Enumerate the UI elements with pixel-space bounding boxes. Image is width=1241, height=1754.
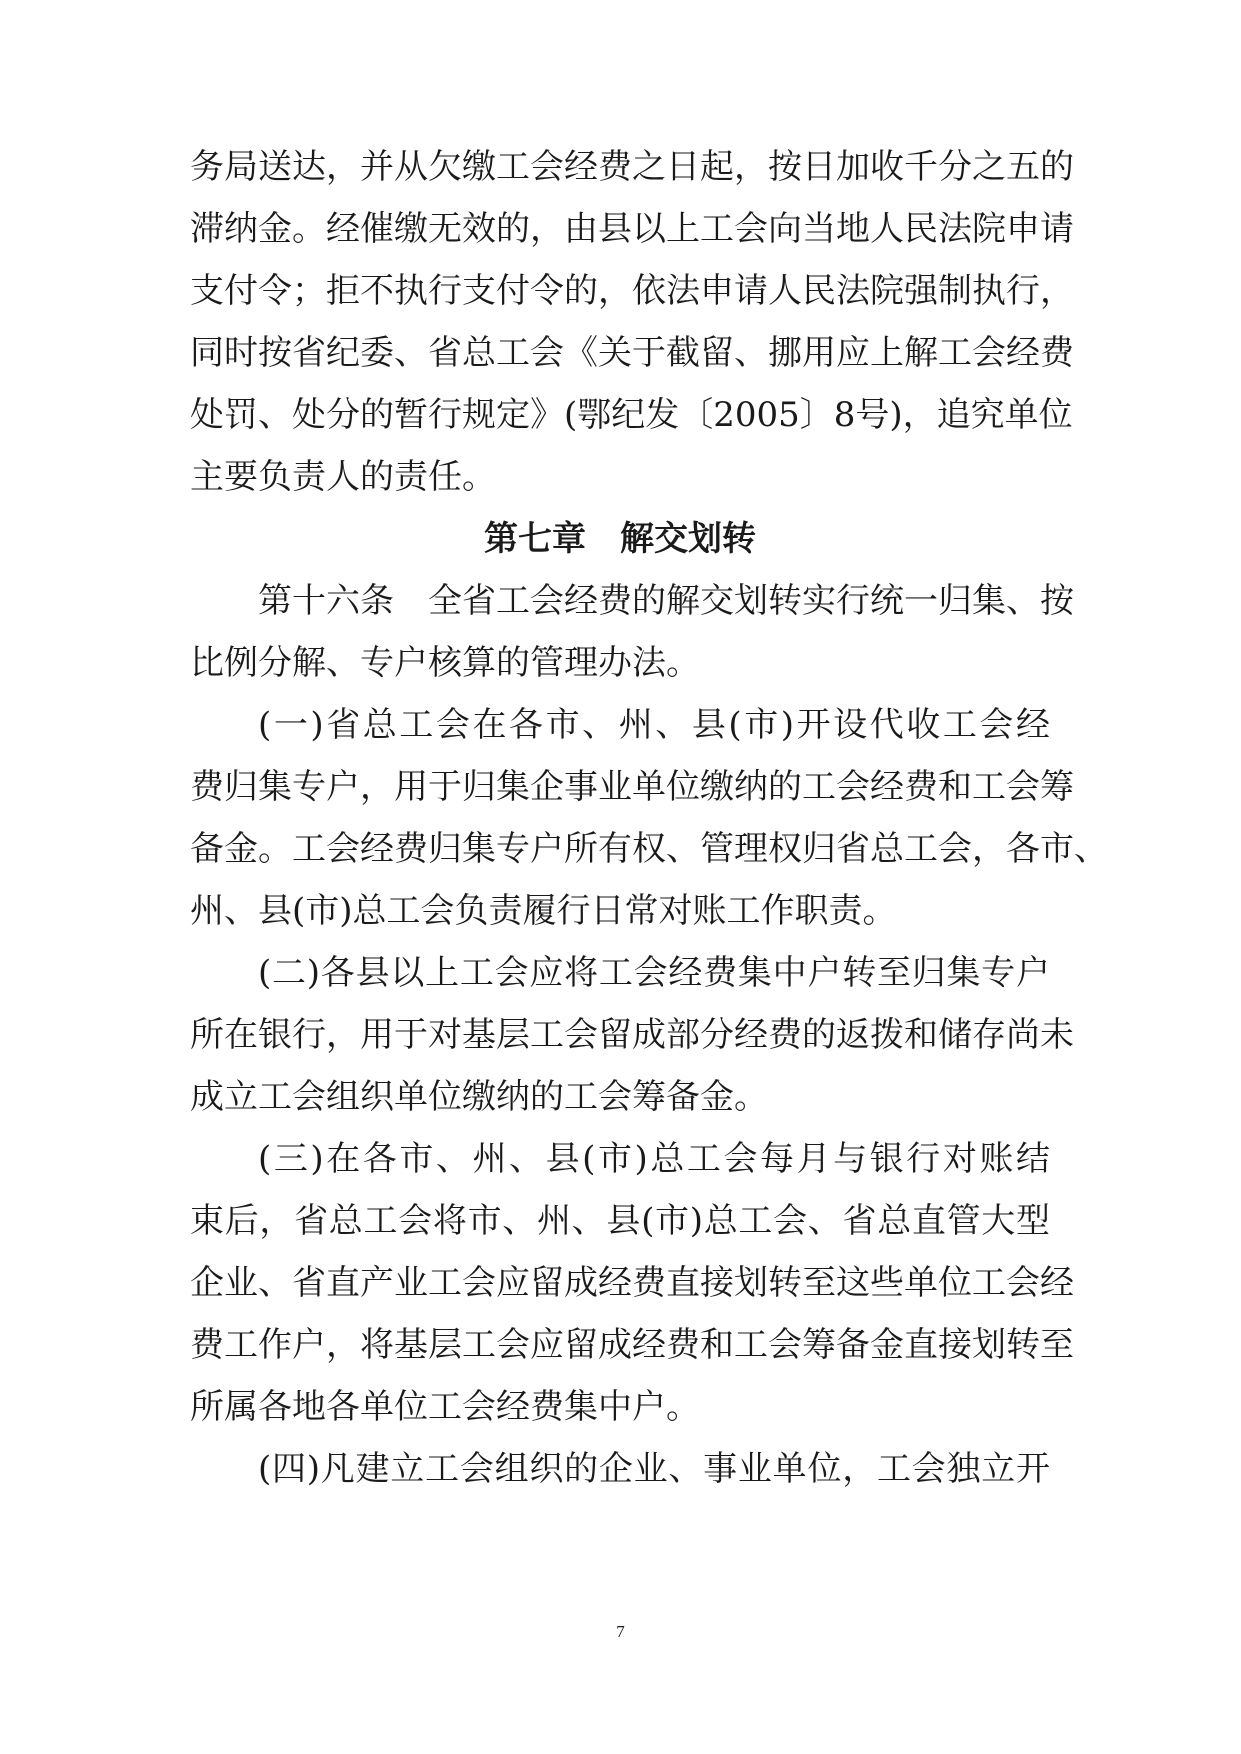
item-line: 费归集专户，用于归集企事业单位缴纳的工会经费和工会筹 [190, 767, 1074, 807]
item-line: (三)在各市、州、县(市)总工会每月与银行对账结 [258, 1139, 1050, 1179]
item-line: 束后，省总工会将市、州、县(市)总工会、省总直管大型 [190, 1201, 1050, 1241]
paragraph-line: 滞纳金。经催缴无效的，由县以上工会向当地人民法院申请 [190, 209, 1074, 249]
paragraph-line: 务局送达，并从欠缴工会经费之日起，按日加收千分之五的 [190, 147, 1074, 187]
item-line: 企业、省直产业工会应留成经费直接划转至这些单位工会经 [190, 1263, 1074, 1303]
article-line: 比例分解、专户核算的管理办法。 [190, 643, 700, 683]
item-line: 州、县(市)总工会负责履行日常对账工作职责。 [190, 891, 897, 931]
item-line: (二)各县以上工会应将工会经费集中户转至归集专户 [258, 953, 1050, 993]
paragraph-line: 同时按省纪委、省总工会《关于截留、挪用应上解工会经费 [190, 333, 1074, 373]
page-number: 7 [616, 1622, 625, 1641]
paragraph-line: 主要负责人的责任。 [190, 457, 496, 497]
item-line: 所在银行，用于对基层工会留成部分经费的返拨和储存尚未 [190, 1015, 1074, 1055]
paragraph-line: 支付令；拒不执行支付令的，依法申请人民法院强制执行， [190, 271, 1074, 311]
item-line: 成立工会组织单位缴纳的工会筹备金。 [190, 1077, 768, 1117]
article-line: 第十六条 全省工会经费的解交划转实行统一归集、按 [258, 581, 1074, 621]
paragraph-line: 处罚、处分的暂行规定》(鄂纪发〔2005〕8号)，追究单位 [190, 395, 1073, 435]
item-line: (一)省总工会在各市、州、县(市)开设代收工会经 [258, 705, 1050, 745]
item-line: 备金。工会经费归集专户所有权、管理权归省总工会，各市、 [190, 829, 1108, 869]
chapter-heading: 第七章 解交划转 [484, 519, 756, 559]
item-line: (四)凡建立工会组织的企业、事业单位，工会独立开 [258, 1449, 1050, 1489]
item-line: 所属各地各单位工会经费集中户。 [190, 1387, 700, 1427]
item-line: 费工作户，将基层工会应留成经费和工会筹备金直接划转至 [190, 1325, 1074, 1365]
